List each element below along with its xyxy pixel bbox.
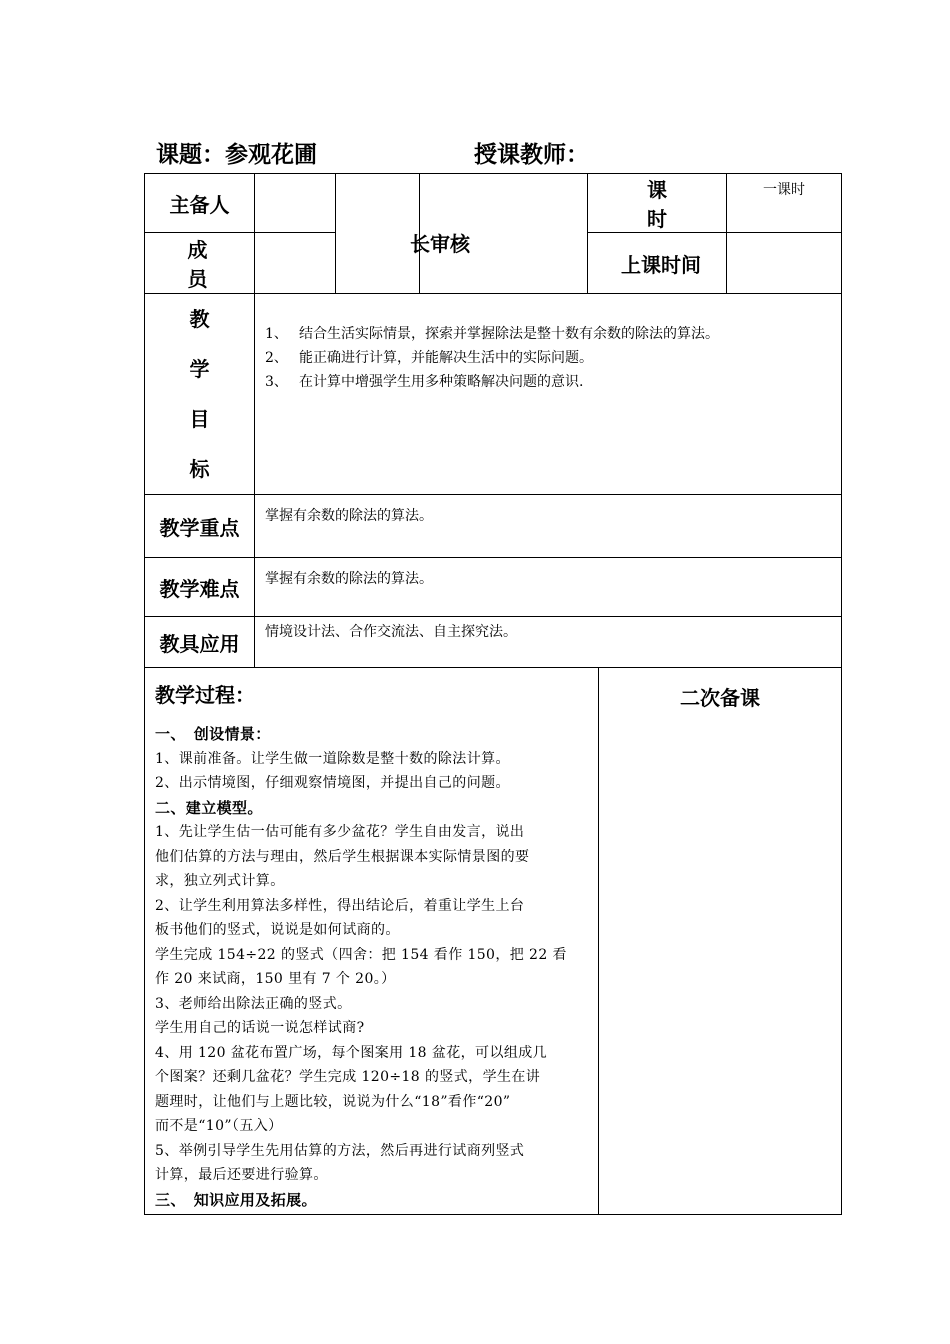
process-line: 他们估算的方法与理由，然后学生根据课本实际情景图的要 [155, 848, 530, 865]
process-section-heading: 一、 创设情景： [155, 725, 271, 743]
blank-cell [336, 174, 420, 294]
process-line: 板书他们的竖式，说说是如何试商的。 [155, 922, 400, 938]
goal-item: 1、 结合生活实际情景，探索并掌握除法是整十数有余数的除法的算法。 [265, 326, 719, 342]
process-content [145, 668, 599, 1215]
lesson-topic: 课题：参观花圃 [156, 142, 317, 168]
goals-row [145, 294, 842, 495]
process-line: 1、先让学生估一估可能有多少盆花？学生自由发言，说出 [155, 824, 525, 840]
process-line: 个图案？还剩几盆花？学生完成 120÷18 的竖式，学生在讲 [155, 1069, 541, 1085]
process-title: 教学过程： [155, 683, 255, 707]
info-row-1 [145, 174, 842, 233]
tools-label: 教具应用 [145, 617, 255, 668]
second-prep-title: 二次备课 [680, 686, 760, 710]
process-line: 1、课前准备。让学生做一道除数是整十数的除法计算。 [155, 750, 510, 767]
difficulty-row [145, 558, 842, 617]
process-line: 2、出示情境图，仔细观察情境图，并提出自己的问题。 [155, 775, 510, 791]
goal-item: 3、 在计算中增强学生用多种策略解决问题的意识. [265, 374, 584, 390]
key-point-text: 掌握有余数的除法的算法。 [255, 495, 842, 558]
process-line: 学生完成 154÷22 的竖式（四舍：把 154 看作 150，把 22 看 [155, 946, 567, 963]
process-line: 学生用自己的话说一说怎样试商? [155, 1020, 365, 1036]
process-section-heading: 二、建立模型。 [155, 798, 263, 817]
goal-item: 2、 能正确进行计算，并能解决生活中的实际问题。 [265, 350, 593, 366]
key-point-label: 教学重点 [145, 495, 255, 558]
class-time-label: 上课时间 [588, 233, 727, 294]
process-line: 3、老师给出除法正确的竖式。 [155, 995, 352, 1012]
process-section-heading: 三、 知识应用及拓展。 [155, 1190, 317, 1209]
preparer-label: 主备人 [145, 174, 255, 233]
goals-label-char: 教 [189, 307, 210, 331]
second-prep-cell [599, 668, 842, 1215]
process-line: 作 20 来试商，150 里有 7 个 20。） [155, 971, 396, 987]
process-line: 而不是“10”（五入） [155, 1118, 283, 1134]
process-line: 计算，最后还要进行验算。 [155, 1167, 328, 1183]
goals-label-char: 目 [189, 407, 210, 431]
goals-label-char: 标 [189, 457, 210, 481]
process-line: 2、让学生利用算法多样性，得出结论后，着重让学生上台 [155, 897, 525, 914]
process-row [145, 668, 842, 1215]
process-line: 题理时，让他们与上题比较，说说为什么“18”看作“20” [155, 1093, 511, 1110]
difficulty-text: 掌握有余数的除法的算法。 [255, 558, 842, 617]
goals-content [255, 294, 842, 495]
period-value: 一课时 [727, 174, 842, 233]
process-lines [155, 722, 588, 1212]
goals-label [145, 294, 255, 495]
tools-row [145, 617, 842, 668]
lesson-plan-table [144, 173, 842, 1215]
process-line: 求，独立列式计算。 [155, 873, 285, 889]
teacher-label: 授课教师： [474, 142, 589, 168]
members-label: 成 员 [145, 233, 255, 294]
class-time-value-cell [727, 233, 842, 294]
difficulty-label: 教学难点 [145, 558, 255, 617]
preparer-value-cell [255, 174, 336, 233]
goals-label-char: 学 [189, 357, 210, 381]
reviewer-label: 长审核 [420, 174, 588, 294]
process-line: 4、用 120 盆花布置广场，每个图案用 18 盆花，可以组成几 [155, 1044, 548, 1061]
tools-text: 情境设计法、合作交流法、自主探究法。 [255, 617, 842, 668]
key-point-row [145, 495, 842, 558]
process-line: 5、举例引导学生先用估算的方法，然后再进行试商列竖式 [155, 1142, 525, 1159]
period-label: 课 时 [588, 174, 727, 233]
